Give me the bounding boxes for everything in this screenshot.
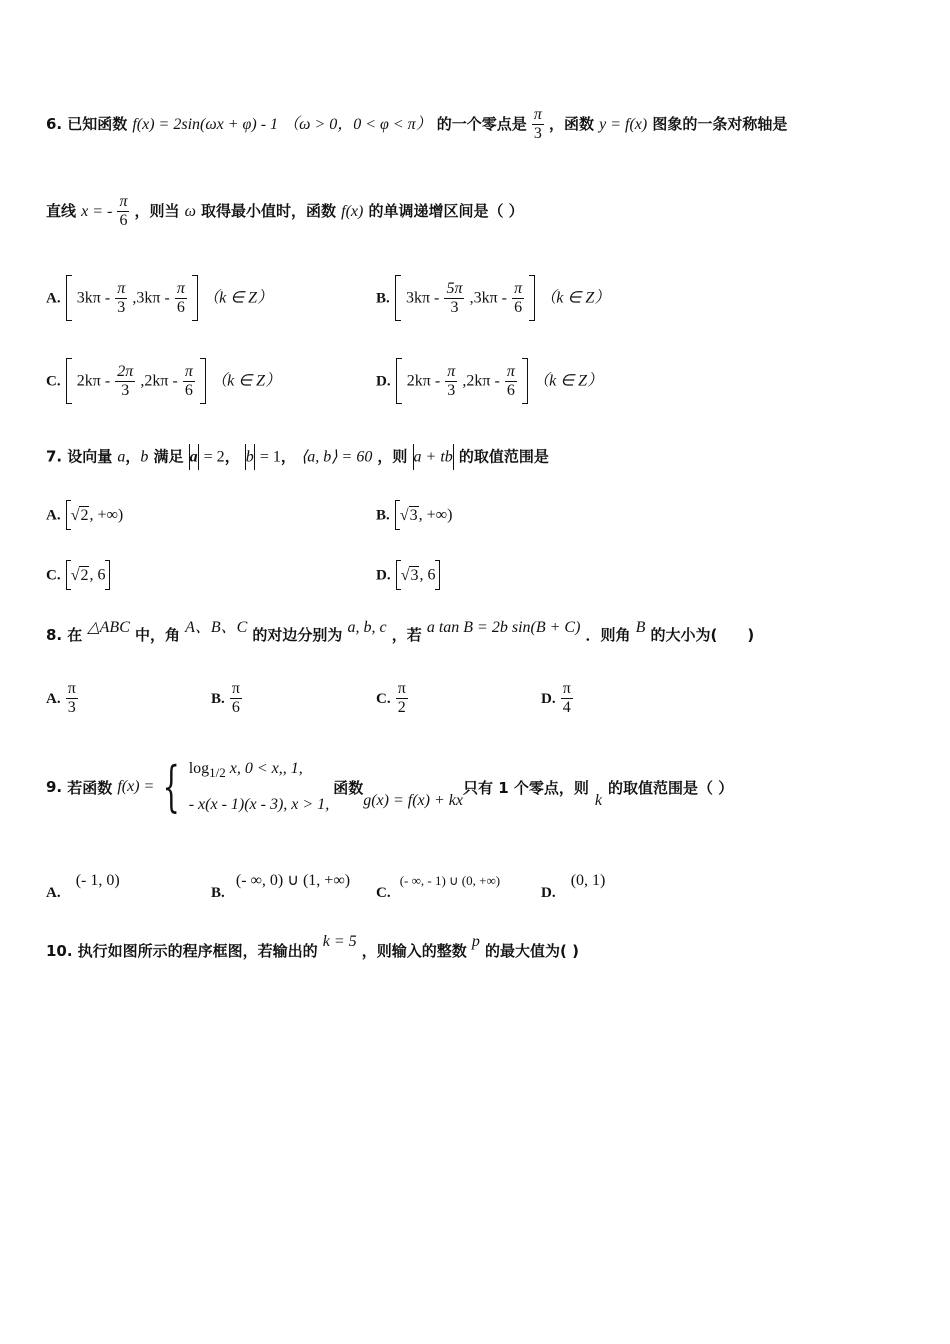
q8-text5: ．则角 <box>585 626 631 644</box>
q6-axis-fraction: $\frac{\pi}{6}$ <box>119 193 128 229</box>
q6-option-b[interactable]: B. 3kπ - $\frac{5\pi}{3}$ ,3kπ - $\frac{\pi}{6}$ （k ∈ Z） <box>376 275 610 321</box>
q7-option-d[interactable]: D. √3, 6 <box>376 560 440 590</box>
q6-text2: 的一个零点是 <box>436 115 527 133</box>
q10-k: k = 5 <box>322 933 357 950</box>
q9-option-c[interactable]: C. (- ∞, - 1) ∪ (0, +∞) <box>376 873 501 901</box>
q6-option-a[interactable]: A. 3kπ - $\frac{\pi}{3}$ ,3kπ - $\frac{\pi}{6}$ （k ∈ Z） <box>46 275 273 321</box>
q8-sides: a, b, c <box>347 619 387 636</box>
q7-text3: ，则 <box>377 447 408 466</box>
q9-option-d[interactable]: D. (0, 1) <box>541 872 606 901</box>
q7-cond3: ⟨a, b⟩ = 60 <box>301 448 373 466</box>
q7-option-c[interactable]: C. √2, 6 <box>46 560 110 590</box>
q8-text6: 的大小为( ) <box>650 626 755 644</box>
question-9 <box>46 755 734 818</box>
q6-cond: （ω > 0，0 < φ < π） <box>283 116 432 133</box>
q7-number: 7. <box>46 447 63 466</box>
q9-text3: 只有 1 个零点，则 <box>462 778 589 797</box>
question-8 <box>46 619 755 645</box>
q9-option-b[interactable]: B. (- ∞, 0) ∪ (1, +∞) <box>211 872 351 901</box>
q6-number: 6. <box>46 115 63 133</box>
q7-option-a[interactable]: A. √2, +∞) <box>46 500 123 530</box>
q7-cond1: a <box>189 448 198 466</box>
q6-func2: y = f(x) <box>599 116 648 133</box>
question-6 <box>46 106 787 143</box>
q8-angle-b: B <box>635 619 646 636</box>
q8-text4: ，若 <box>391 626 422 644</box>
q8-triangle: △ABC <box>87 619 130 636</box>
q6-text4: 图象的一条对称轴是 <box>652 115 788 133</box>
q6-text3: ，函数 <box>549 115 595 133</box>
q10-p: p <box>471 933 480 950</box>
question-7: 7. 设向量 a，b 满足 a = 2， b = 1， ⟨a, b⟩ = 60 ，则 a + tb 的取值范围是 <box>46 444 549 470</box>
question-10 <box>46 933 579 961</box>
q8-text2: 中，角 <box>134 626 180 644</box>
question-6-line2 <box>46 193 524 230</box>
q9-gx: g(x) = f(x) + kx <box>363 792 463 809</box>
q10-text2: ，则输入的整数 <box>361 942 467 960</box>
q7-option-b[interactable]: B. √3, +∞) <box>376 500 452 530</box>
q9-case2: - x(x - 1)(x - 3), x > 1, <box>188 795 330 813</box>
q9-number: 9. <box>46 778 63 796</box>
q6-text7: 的单调递增区间是（ ） <box>368 202 524 220</box>
q10-text3: 的最大值为( ) <box>484 942 579 960</box>
q9-text4: 的取值范围是（ ） <box>607 778 734 797</box>
q8-angles: A、B、C <box>185 619 248 636</box>
q6-text6: 取得最小值时，函数 <box>201 202 337 220</box>
q8-text1: 在 <box>67 626 83 644</box>
q8-option-b[interactable]: B. $\frac{\pi}{6}$ <box>211 680 240 716</box>
q6-zero-fraction: $\frac{\pi}{3}$ <box>533 106 542 142</box>
q10-number: 10. <box>46 942 73 960</box>
q6-text5: ，则当 <box>134 202 180 220</box>
q8-option-d[interactable]: D. $\frac{\pi}{4}$ <box>541 680 571 716</box>
q6-func: f(x) = 2sin(ωx + φ) - 1 <box>132 116 279 133</box>
q7-vec-b: b <box>140 448 149 466</box>
q7-vec-a: a <box>117 448 126 466</box>
q8-option-a[interactable]: A. $\frac{\pi}{3}$ <box>46 680 76 716</box>
q7-text1: 设向量 <box>67 447 113 466</box>
q9-case1: $\log_{1/2} x$, 0 < x,, 1, <box>188 760 303 781</box>
q8-option-c[interactable]: C. $\frac{\pi}{2}$ <box>376 680 406 716</box>
q8-number: 8. <box>46 626 63 644</box>
q8-equation: a tan B = 2b sin(B + C) <box>426 619 581 636</box>
q7-text4: 的取值范围是 <box>458 447 549 466</box>
q9-text2: 函数 <box>333 778 364 797</box>
q6-fx: f(x) <box>341 203 364 220</box>
q7-text2: 满足 <box>153 447 184 466</box>
q6-omega: ω <box>184 203 196 220</box>
q6-text1: 已知函数 <box>67 115 128 133</box>
q6-line2-start: 直线 <box>46 202 77 220</box>
q6-option-c[interactable]: C. 2kπ - $\frac{2\pi}{3}$ ,2kπ - $\frac{\pi}{6}$ （k ∈ Z） <box>46 358 281 404</box>
q9-option-a[interactable]: A. (- 1, 0) <box>46 872 120 901</box>
q7-expr: a + tb <box>413 448 453 466</box>
q9-text1: 若函数 <box>67 778 113 797</box>
q6-option-d[interactable]: D. 2kπ - $\frac{\pi}{3}$ ,2kπ - $\frac{\pi}{6}$ （k ∈ Z） <box>376 358 603 404</box>
q7-cond2: b <box>245 448 254 466</box>
q6-axis: x = - <box>81 203 113 220</box>
q8-text3: 的对边分别为 <box>252 626 343 644</box>
q9-k: k <box>594 792 602 809</box>
q10-text1: 执行如图所示的程序框图，若输出的 <box>77 942 318 960</box>
q9-piecewise-function: f(x) = { $\log_{1/2} x$, 0 < x,, 1, - x(x - 1)(x - 3), x > 1, <box>117 755 330 818</box>
